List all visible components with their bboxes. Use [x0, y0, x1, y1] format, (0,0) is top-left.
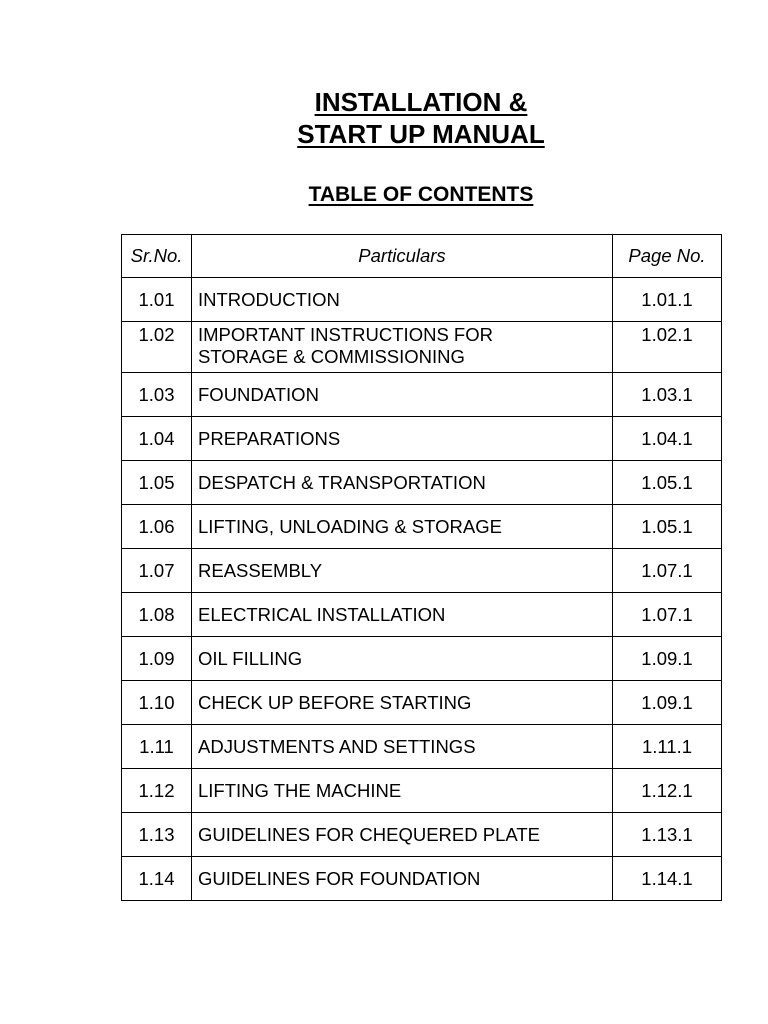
- row-sr-no: 1.02: [122, 322, 192, 373]
- row-page-no: 1.09.1: [613, 637, 722, 681]
- toc-table: [121, 234, 722, 901]
- row-particulars: INTRODUCTION: [192, 278, 613, 322]
- row-sr-no: 1.11: [122, 725, 192, 769]
- row-particulars-line-1: IMPORTANT INSTRUCTIONS FOR: [198, 324, 493, 345]
- row-page-no: 1.02.1: [613, 322, 722, 373]
- row-page-no: 1.05.1: [613, 505, 722, 549]
- document-title: [0, 86, 768, 150]
- row-sr-no: 1.13: [122, 813, 192, 857]
- row-page-no: 1.11.1: [613, 725, 722, 769]
- row-sr-no: 1.10: [122, 681, 192, 725]
- row-particulars: [192, 322, 613, 373]
- row-particulars: PREPARATIONS: [192, 417, 613, 461]
- row-particulars: REASSEMBLY: [192, 549, 613, 593]
- row-particulars: LIFTING, UNLOADING & STORAGE: [192, 505, 613, 549]
- row-sr-no: 1.12: [122, 769, 192, 813]
- table-row: [122, 857, 722, 901]
- row-page-no: 1.05.1: [613, 461, 722, 505]
- row-sr-no: 1.03: [122, 373, 192, 417]
- header-sr-no: Sr.No.: [122, 235, 192, 278]
- table-row: [122, 725, 722, 769]
- row-sr-no: 1.05: [122, 461, 192, 505]
- row-particulars: GUIDELINES FOR FOUNDATION: [192, 857, 613, 901]
- table-row: [122, 637, 722, 681]
- row-page-no: 1.07.1: [613, 549, 722, 593]
- row-page-no: 1.12.1: [613, 769, 722, 813]
- row-sr-no: 1.08: [122, 593, 192, 637]
- table-row: [122, 769, 722, 813]
- row-particulars: FOUNDATION: [192, 373, 613, 417]
- row-page-no: 1.01.1: [613, 278, 722, 322]
- table-row: [122, 813, 722, 857]
- table-row: [122, 373, 722, 417]
- row-particulars: OIL FILLING: [192, 637, 613, 681]
- table-row: [122, 322, 722, 373]
- table-row: [122, 461, 722, 505]
- table-row: [122, 278, 722, 322]
- table-row: [122, 505, 722, 549]
- title-line-2: START UP MANUAL: [297, 119, 545, 149]
- row-particulars: ELECTRICAL INSTALLATION: [192, 593, 613, 637]
- table-row: [122, 593, 722, 637]
- toc-heading: TABLE OF CONTENTS: [308, 183, 534, 206]
- row-page-no: 1.13.1: [613, 813, 722, 857]
- toc-header-row: [122, 235, 722, 278]
- row-page-no: 1.09.1: [613, 681, 722, 725]
- row-page-no: 1.04.1: [613, 417, 722, 461]
- row-sr-no: 1.01: [122, 278, 192, 322]
- row-page-no: 1.03.1: [613, 373, 722, 417]
- table-row: [122, 681, 722, 725]
- title-line-1: INSTALLATION &: [314, 87, 528, 117]
- row-page-no: 1.07.1: [613, 593, 722, 637]
- row-particulars: CHECK UP BEFORE STARTING: [192, 681, 613, 725]
- row-sr-no: 1.07: [122, 549, 192, 593]
- row-sr-no: 1.06: [122, 505, 192, 549]
- header-particulars: Particulars: [192, 235, 613, 278]
- row-particulars: DESPATCH & TRANSPORTATION: [192, 461, 613, 505]
- row-particulars: ADJUSTMENTS AND SETTINGS: [192, 725, 613, 769]
- header-page-no: Page No.: [613, 235, 722, 278]
- row-particulars: LIFTING THE MACHINE: [192, 769, 613, 813]
- table-row: [122, 417, 722, 461]
- row-sr-no: 1.09: [122, 637, 192, 681]
- row-particulars: GUIDELINES FOR CHEQUERED PLATE: [192, 813, 613, 857]
- row-page-no: 1.14.1: [613, 857, 722, 901]
- row-sr-no: 1.14: [122, 857, 192, 901]
- table-row: [122, 549, 722, 593]
- row-particulars-line-2: STORAGE & COMMISSIONING: [198, 346, 465, 367]
- row-sr-no: 1.04: [122, 417, 192, 461]
